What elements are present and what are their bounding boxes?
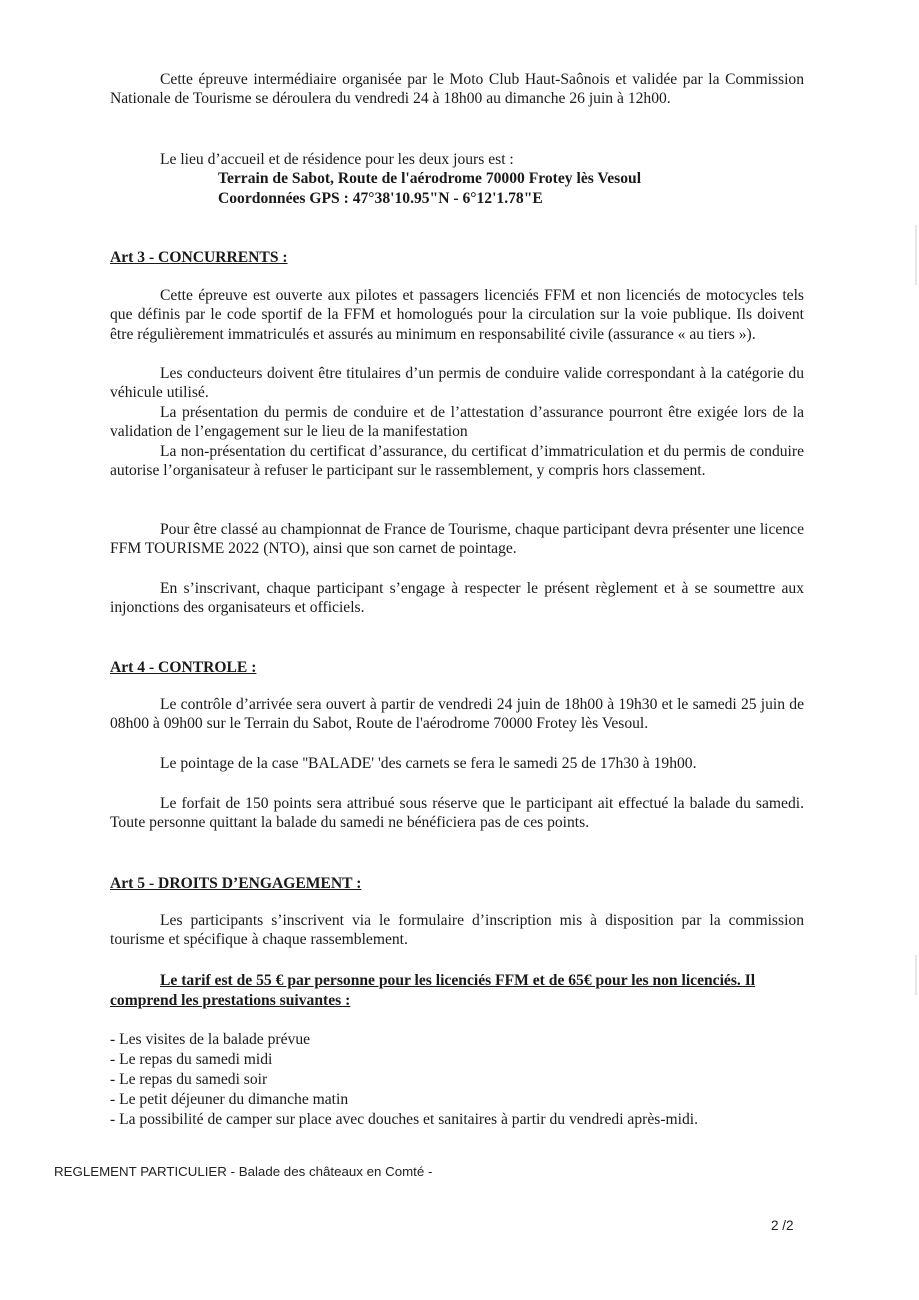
footer-title: REGLEMENT PARTICULIER - Balade des châteaux en Comté -: [54, 1164, 433, 1179]
art4-paragraph-3: Le forfait de 150 points sera attribué sous réserve que le participant ait effectué la balade du samedi. Toute personne quittant la balade du samedi ne bénéficiera pas de ces points.: [110, 795, 804, 832]
prestations-list: [110, 1030, 804, 1130]
gps-coordinates: Coordonnées GPS : 47°38'10.95"N - 6°12'1.78"E: [218, 190, 543, 207]
scan-edge-mark: [915, 955, 917, 995]
intro-paragraph: Cette épreuve intermédiaire organisée par le Moto Club Haut-Saônois et validée par la Commission Nationale de Tourisme se déroulera du vendredi 24 à 18h00 au dimanche 26 juin à 12h00.: [110, 71, 804, 108]
art3-paragraph-6: En s’inscrivant, chaque participant s’engage à respecter le présent règlement et à se soumettre aux injonctions des organisateurs et officiels.: [110, 580, 804, 617]
scan-edge-mark: [915, 225, 917, 285]
tarif-statement: Le tarif est de 55 € par personne pour les licenciés FFM et de 65€ pour les non licenciés. Il comprend les prestations suivantes :: [110, 972, 756, 1009]
art3-paragraph-5: Pour être classé au championnat de France de Tourisme, chaque participant devra présenter une licence FFM TOURISME 2022 (NTO), ainsi que son carnet de pointage.: [110, 521, 804, 558]
art3-heading: Art 3 - CONCURRENTS :: [110, 249, 288, 266]
list-item: - Le petit déjeuner du dimanche matin: [110, 1091, 349, 1108]
list-item: - Les visites de la balade prévue: [110, 1031, 311, 1048]
art5-heading: Art 5 - DROITS D’ENGAGEMENT :: [110, 875, 362, 892]
art5-paragraph-1: Les participants s’inscrivent via le formulaire d’inscription mis à disposition par la commission tourisme et spécifique à chaque rassemblement.: [110, 912, 804, 949]
list-item: - Le repas du samedi midi: [110, 1051, 273, 1068]
page-number: 2 /2: [771, 1218, 794, 1233]
art3-paragraph-4: La non-présentation du certificat d’assurance, du certificat d’immatriculation et du permis de conduire autorise l’organisateur à refuser le participant sur le rassemblement, y compris hors classement.: [110, 443, 804, 480]
art3-paragraph-3: La présentation du permis de conduire et de l’attestation d’assurance pourront être exigée lors de la validation de l’engagement sur le lieu de la manifestation: [110, 404, 804, 441]
art3-paragraph-1: Cette épreuve est ouverte aux pilotes et passagers licenciés FFM et non licenciés de motocycles tels que définis par le code sportif de la FFM et homologués pour la circulation sur la voie publique. Ils doivent être régulièrement immatriculés et assurés au minimum en responsabilité civile (assurance « au tiers »).: [110, 287, 804, 343]
art4-paragraph-1: Le contrôle d’arrivée sera ouvert à partir de vendredi 24 juin de 18h00 à 19h30 et le samedi 25 juin de 08h00 à 09h00 sur le Terrain du Sabot, Route de l'aérodrome 70000 Frotey lès Vesoul.: [110, 696, 804, 733]
venue-address: Terrain de Sabot, Route de l'aérodrome 70000 Frotey lès Vesoul: [218, 170, 642, 187]
art3-paragraph-2: Les conducteurs doivent être titulaires d’un permis de conduire valide correspondant à la catégorie du véhicule utilisé.: [110, 365, 804, 402]
list-item: - Le repas du samedi soir: [110, 1071, 268, 1088]
venue-intro-text: Le lieu d’accueil et de résidence pour les deux jours est :: [160, 151, 514, 168]
art4-paragraph-2: Le pointage de la case ''BALADE' 'des carnets se fera le samedi 25 de 17h30 à 19h00.: [160, 755, 697, 772]
art4-heading: Art 4 - CONTROLE :: [110, 659, 257, 676]
list-item: - La possibilité de camper sur place avec douches et sanitaires à partir du vendredi après-midi.: [110, 1111, 699, 1128]
